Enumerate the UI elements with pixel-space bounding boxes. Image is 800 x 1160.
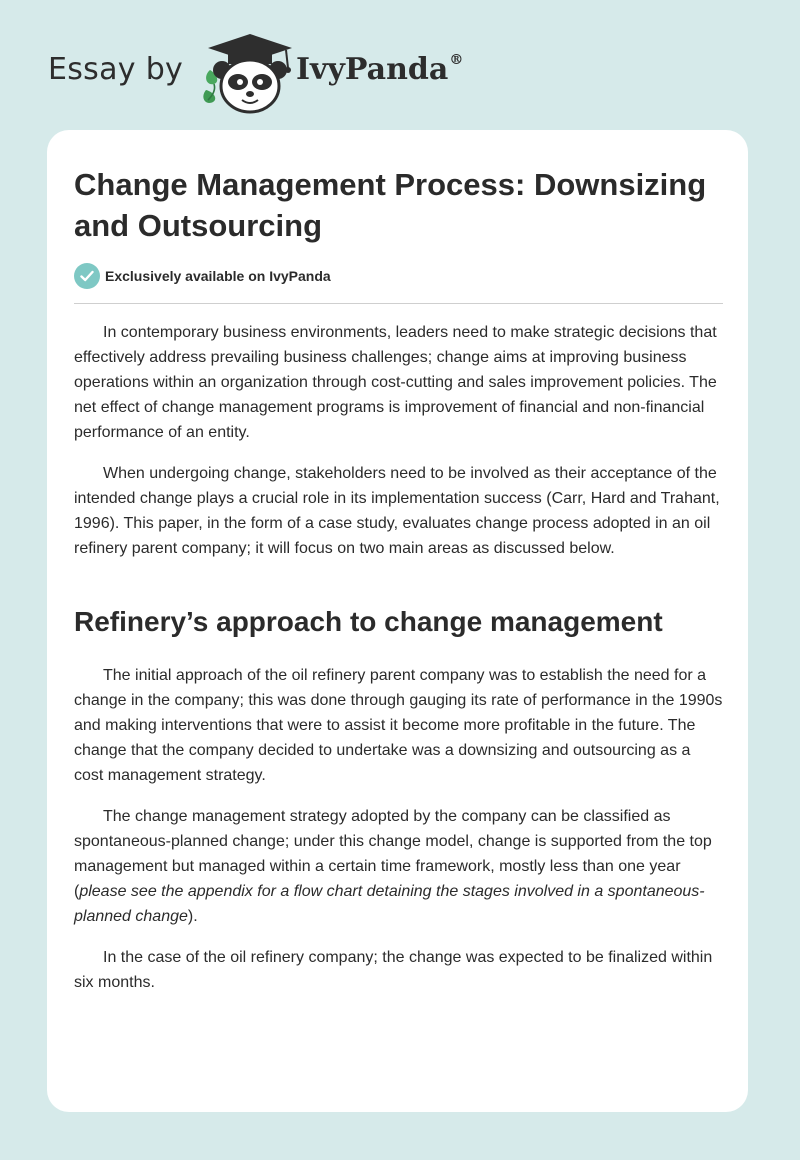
appendix-note: please see the appendix for a flow chart detaining the stages involved in a spontaneous-planned change [74,883,705,925]
paragraph: In contemporary business environments, leaders need to make strategic decisions that effectively address prevailing business challenges; change aims at improving business operations within an organization through cost-cutting and sales improvement policies. The net effect of change management programs is improvement of financial and non-financial performance of an entity. [74,324,717,441]
paragraph: In the case of the oil refinery company; the change was expected to be finalized within six months. [74,949,713,991]
brand-logo-text[interactable]: IvyPanda® [296,52,464,87]
paragraph: When undergoing change, stakeholders need to be involved as their acceptance of the intended change plays a crucial role in its implementation success (Carr, Hard and Trahant, 1996). This paper, in the form of a case study, evaluates change process adopted in an oil refinery parent company; it will focus on two main areas as discussed below. [74,465,720,557]
divider [74,303,723,304]
paragraph: The change management strategy adopted by the company can be classified as spontaneous-planned change; under this change model, change is supported from the top management but managed within a certain time framework, mostly less than one year (please see the appendix for a flow chart detaining the stages involved in a spontaneous-planned change). [74,808,712,925]
page-title: Change Management Process: Downsizing and Outsourcing [74,167,707,243]
paragraph: The initial approach of the oil refinery parent company was to establish the need for a change in the company; this was done through gauging its rate of performance in the 1990s and making interventions that were to assist it become more profitable in the future. The change that the company decided to undertake was a downsizing and outsourcing as a cost management strategy. [74,667,723,784]
badge-text: Exclusively available on IvyPanda [105,268,331,284]
panda-graduate-logo-icon [200,34,296,114]
essay-by-label: Essay by [48,52,184,87]
site-header [48,30,508,114]
check-circle-icon [74,263,100,289]
section-heading: Refinery’s approach to change management [74,606,663,637]
article-card [47,130,748,1112]
exclusive-badge [74,263,331,289]
